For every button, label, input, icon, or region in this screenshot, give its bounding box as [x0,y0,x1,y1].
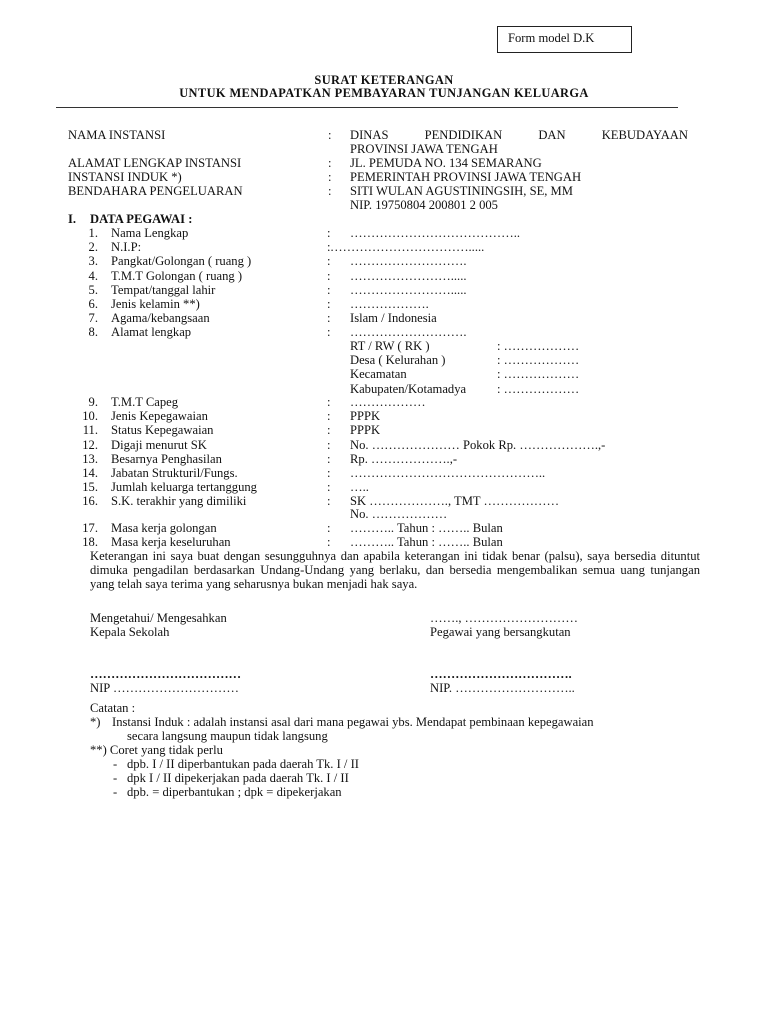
address-sub-row [0,382,768,396]
bullet-text: dpb. = diperbantukan ; dpk = dipekerjakan [127,785,342,799]
colon: : [327,466,331,480]
sign-left-name: ……………………………… [90,667,242,681]
item-number: 15. [82,480,98,495]
note1-line1: Instansi Induk : adalah instansi asal dari mana pegawai ybs. Mendapat pembinaan kepegawaian [112,715,594,729]
sign-right-name: ……………………………. [430,667,572,681]
sk-number-value: No. ……………… [350,507,448,521]
item-value: ……….. Tahun : …….. Bulan [350,521,503,535]
list-item [0,311,768,325]
item-number: 6. [88,297,98,311]
colon: : [327,437,331,452]
item-number: 5. [88,282,98,297]
list-item [0,452,768,466]
colon: : [327,297,331,311]
nama-instansi-label: NAMA INSTANSI [68,128,166,142]
sign-left-line2: Kepala Sekolah [90,625,170,639]
item-value: ……………………..... [350,282,467,297]
address-sub-value: : ……………… [497,367,580,382]
colon: : [327,409,331,424]
address-sub-value: : ……………… [497,353,580,368]
colon: : [327,535,331,550]
item-number: 16. [82,494,98,509]
bullet-text: dpk I / II dipekerjakan pada daerah Tk. I / II [127,771,349,785]
statement-paragraph: Keterangan ini saya buat dengan sesungguhnya dan apabila keterangan ini tidak benar (palsu), saya bersedia dituntut dimuka pengadilan berdasarkan Undang-Undang yang berlaku, dan bersedia mengembalikan semua uang tunjangan yang telah saya terima yang seharusnya bukan menjadi hak saya. [90,549,700,591]
list-item [0,297,768,311]
list-item [0,438,768,452]
colon: : [328,156,332,170]
list-item [0,254,768,268]
item-label: T.M.T Golongan ( ruang ) [111,268,243,283]
item-label: Masa kerja golongan [111,521,217,535]
list-item [0,480,768,494]
list-item [0,535,768,549]
alamat-label: ALAMAT LENGKAP INSTANSI [68,156,242,170]
item-label: Tempat/tanggal lahir [111,282,216,297]
document-subtitle: UNTUK MENDAPATKAN PEMBAYARAN TUNJANGAN KELUARGA [179,86,589,100]
item-value: Islam / Indonesia [350,311,437,326]
colon: : [327,494,331,509]
list-item [0,283,768,297]
list-item [0,269,768,283]
item-number: 12. [82,437,98,452]
bullet-dash: - [113,757,118,771]
address-sub-label: Kabupaten/Kotamadya [350,381,467,396]
item-label: Nama Lengkap [111,226,189,240]
title-divider [56,107,678,108]
notes-title: Catatan : [90,701,136,715]
form-model-label: Form model D.K [508,31,595,45]
item-label: Jabatan Strukturil/Fungs. [111,466,238,480]
nama-instansi-value-line2: PROVINSI JAWA TENGAH [350,142,498,156]
address-sub-label: Desa ( Kelurahan ) [350,353,446,368]
item-label: N.I.P: [111,240,142,255]
item-number: 1. [88,226,98,240]
item-value: PPPK [350,423,381,438]
bullet-dash: - [113,771,118,785]
note-bullet [0,785,768,799]
address-sub-label: RT / RW ( RK ) [350,339,430,353]
address-sub-row [0,367,768,381]
colon: : [327,325,331,340]
colon: : [328,128,332,142]
colon: : [327,226,331,240]
item-value: ……….. Tahun : …….. Bulan [350,535,503,550]
item-number: 4. [88,268,98,283]
bullet-dash: - [113,785,118,799]
item-label: S.K. terakhir yang dimiliki [111,494,247,509]
item-label: Jenis kelamin **) [111,297,200,311]
bendahara-value: SITI WULAN AGUSTININGSIH, SE, MM [350,184,573,198]
item-number: 3. [88,254,98,269]
form-model-box [497,26,632,53]
colon: : [327,480,331,495]
colon: : [327,240,331,255]
item-number: 18. [82,535,98,550]
colon: : [328,184,332,198]
item-label: Jumlah keluarga tertanggung [111,480,257,495]
list-item [0,395,768,409]
sign-left-nip: NIP ………………………… [90,681,239,695]
bendahara-label: BENDAHARA PENGELUARAN [68,184,243,198]
item-label: Besarnya Penghasilan [111,451,222,466]
bendahara-nip: NIP. 19750804 200801 2 005 [350,198,498,212]
item-value: Rp. ……………….,- [350,451,458,466]
item-number: 13. [82,451,98,466]
item-value: SK ………………., TMT ……………… [350,494,560,509]
item-value: ………………………………….. [350,226,521,240]
item-label: Alamat lengkap [111,325,192,340]
instansi-induk-label: INSTANSI INDUK *) [68,170,182,184]
item-value: ………………………. [350,254,467,269]
bullet-text: dpb. I / II diperbantukan pada daerah Tk. I / II [127,757,359,771]
note-bullet [0,771,768,785]
colon: : [328,170,332,184]
nama-instansi-value: DINAS PENDIDIKAN DAN KEBUDAYAAN [350,128,688,142]
colon: : [327,268,331,283]
list-item [0,423,768,437]
item-label: Pangkat/Golongan ( ruang ) [111,254,252,269]
sign-left-line1: Mengetahui/ Mengesahkan [90,611,227,625]
list-item [0,521,768,535]
colon: : [327,254,331,269]
item-label: Masa kerja keseluruhan [111,535,231,550]
note2: **) Coret yang tidak perlu [90,743,223,757]
item-number: 7. [88,311,98,326]
address-sub-row [0,353,768,367]
item-value: ……………………………..... [330,240,485,255]
colon: : [327,395,331,409]
item-value: ……………… [350,395,426,409]
address-sub-label: Kecamatan [350,367,407,382]
item-number: 11. [82,423,98,438]
item-number: 9. [88,395,98,409]
section-number: I. [68,212,77,226]
list-item [0,325,768,339]
sign-right-nip: NIP. ……………………….. [430,681,575,695]
item-number: 8. [88,325,98,340]
list-item [0,466,768,480]
item-value: ……………………………………….. [350,466,546,480]
colon: : [327,451,331,466]
colon: : [327,521,331,535]
document-title: SURAT KETERANGAN [314,73,454,87]
item-label: Agama/kebangsaan [111,311,210,326]
item-value: ………………. [350,297,429,311]
item-number: 17. [82,521,98,535]
alamat-value: JL. PEMUDA NO. 134 SEMARANG [350,156,542,170]
colon: : [327,311,331,326]
item-label: T.M.T Capeg [111,395,179,409]
instansi-induk-value: PEMERINTAH PROVINSI JAWA TENGAH [350,170,582,184]
item-value: PPPK [350,409,381,424]
item-value: ….. [350,480,369,495]
note1-line2: secara langsung maupun tidak langsung [127,729,328,743]
item-number: 14. [82,466,98,480]
item-value: ………………………. [350,325,467,340]
address-sub-value: : ……………… [497,381,580,396]
list-item [0,226,768,240]
item-value: ……………………..... [350,268,467,283]
colon: : [327,282,331,297]
sign-right-line1: ……., ……………………… [430,611,578,625]
list-item [0,409,768,423]
address-sub-value: : ……………… [497,339,580,353]
colon: : [327,423,331,438]
item-number: 10. [82,409,98,424]
note1-mark: *) [90,715,101,729]
list-item [0,240,768,254]
item-value: No. ………………… Pokok Rp. ……………….,- [350,437,606,452]
item-label: Jenis Kepegawaian [111,409,208,424]
item-label: Status Kepegawaian [111,423,214,438]
section-title: DATA PEGAWAI : [90,212,193,226]
address-sub-row [0,339,768,353]
item-label: Digaji menurut SK [111,437,207,452]
note-bullet [0,757,768,771]
item-number: 2. [88,240,98,255]
sign-right-line2: Pegawai yang bersangkutan [430,625,571,639]
